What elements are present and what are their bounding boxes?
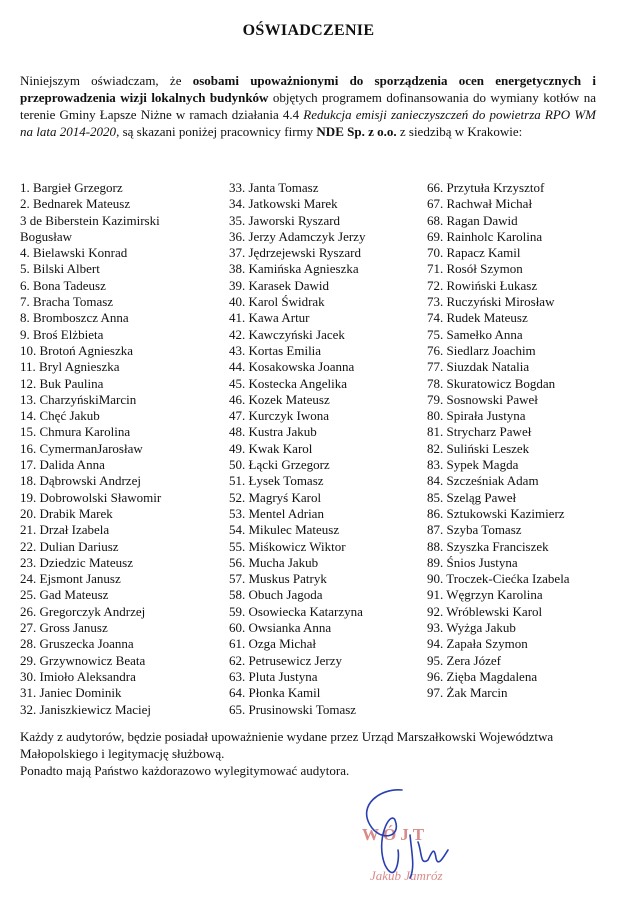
- auditor-list-item: 45. Kostecka Angelika: [229, 375, 348, 391]
- auditor-list-item: 13. CharzyńskiMarcin: [20, 391, 137, 407]
- auditor-list-item: 93. Wyżga Jakub: [427, 620, 516, 636]
- auditor-list-item: 20. Drabik Marek: [20, 505, 113, 521]
- auditor-list-item: 40. Karol Świdrak: [229, 294, 325, 310]
- auditor-list-item: 2. Bednarek Mateusz: [20, 196, 131, 212]
- auditor-list-column-3: [427, 180, 612, 702]
- auditor-list-item: 21. Drzał Izabela: [20, 522, 110, 538]
- auditor-list-item: 70. Rapacz Kamil: [427, 245, 521, 261]
- auditor-list-column-1: [20, 180, 220, 718]
- auditor-list-item: 97. Żak Marcin: [427, 685, 508, 701]
- auditor-list-item: 85. Szeląg Paweł: [427, 489, 517, 505]
- auditor-list-item: 67. Rachwał Michał: [427, 196, 533, 212]
- intro-company: NDE Sp. z o.o.: [316, 124, 397, 139]
- auditor-list-item: 56. Mucha Jakub: [229, 554, 319, 570]
- document-title: OŚWIADCZENIE: [242, 22, 375, 39]
- auditor-list-item: 62. Petrusewicz Jerzy: [229, 652, 342, 668]
- auditor-list-item: 43. Kortas Emilia: [229, 342, 322, 358]
- auditor-list-item: 95. Zera Józef: [427, 652, 501, 668]
- auditor-list-item: 32. Janiszkiewicz Maciej: [20, 701, 152, 717]
- auditor-list-item: 76. Siedlarz Joachim: [427, 342, 536, 358]
- auditor-list-item: 58. Obuch Jagoda: [229, 587, 323, 603]
- auditor-list-item: 14. Chęć Jakub: [20, 408, 100, 424]
- auditor-list-item: 59. Osowiecka Katarzyna: [229, 603, 363, 619]
- auditor-list-item: 22. Dulian Dariusz: [20, 538, 119, 554]
- auditor-list-item: 53. Mentel Adrian: [229, 505, 324, 521]
- intro-text-1: Niniejszym oświadczam, że: [20, 73, 193, 88]
- auditor-list-item: 81. Strycharz Paweł: [427, 424, 532, 440]
- auditor-list-item: 6. Bona Tadeusz: [20, 277, 106, 293]
- auditor-list-item: 12. Buk Paulina: [20, 375, 104, 391]
- auditor-list-item: 90. Troczek-Ciećka Izabela: [427, 571, 570, 587]
- auditor-list-item: 86. Sztukowski Kazimierz: [427, 505, 565, 521]
- auditor-list-item: 27. Gross Janusz: [20, 620, 108, 636]
- auditor-list-item: 38. Kamińska Agnieszka: [229, 261, 359, 277]
- auditor-list-item: 35. Jaworski Ryszard: [229, 212, 341, 228]
- auditor-list-item: 37. Jędrzejewski Ryszard: [229, 245, 361, 261]
- auditor-list-item: 31. Janiec Dominik: [20, 685, 122, 701]
- intro-paragraph: [20, 72, 596, 140]
- auditor-list-item: 94. Zapała Szymon: [427, 636, 528, 652]
- auditor-list-item: 24. Ejsmont Janusz: [20, 571, 121, 587]
- auditor-list-item: 60. Owsianka Anna: [229, 620, 332, 636]
- intro-italic: Redukcja emisji zanieczyszczeń do powietrza RPO WM na lata 2014-2020: [20, 107, 596, 139]
- auditor-list-item: 66. Przytuła Krzysztof: [427, 180, 545, 195]
- auditor-list-item: 75. Samełko Anna: [427, 326, 523, 342]
- auditor-list-item: 72. Rowiński Łukasz: [427, 277, 538, 293]
- auditor-list-item: 7. Bracha Tomasz: [20, 294, 114, 310]
- auditor-list-item: 96. Zięba Magdalena: [427, 668, 538, 684]
- auditor-list-item: 10. Brotoń Agnieszka: [20, 342, 134, 358]
- auditor-list-item: 83. Sypek Magda: [427, 457, 519, 473]
- auditor-list-item: 78. Skuratowicz Bogdan: [427, 375, 556, 391]
- intro-bold-1: osobami upoważnionymi do sporządzenia ocen energetycznych i przeprowadzenia wizji lokalnych budynków: [20, 73, 596, 105]
- auditor-list-item: 77. Siuzdak Natalia: [427, 359, 530, 375]
- auditor-list-item: 39. Karasek Dawid: [229, 277, 329, 293]
- auditor-list-item: 73. Ruczyński Mirosław: [427, 294, 555, 310]
- auditor-list-item: 26. Gregorczyk Andrzej: [20, 603, 146, 619]
- auditor-list-item: 88. Szyszka Franciszek: [427, 538, 549, 554]
- auditor-list-item: 42. Kawczyński Jacek: [229, 326, 345, 342]
- auditor-list-item: 49. Kwak Karol: [229, 440, 313, 456]
- auditor-list-item: 48. Kustra Jakub: [229, 424, 317, 440]
- auditor-list-item: 15. Chmura Karolina: [20, 424, 131, 440]
- auditor-list-item: 52. Magryś Karol: [229, 489, 322, 505]
- auditor-list-item: 54. Mikulec Mateusz: [229, 522, 340, 538]
- auditor-list-item: 25. Gad Mateusz: [20, 587, 109, 603]
- auditor-list-item: 84. Szcześniak Adam: [427, 473, 539, 489]
- auditor-list-item: 55. Miśkowicz Wiktor: [229, 538, 346, 554]
- auditor-list-item: 89. Śnios Justyna: [427, 554, 518, 570]
- auditor-list-item: 34. Jatkowski Marek: [229, 196, 338, 212]
- auditor-list-item: 51. Łysek Tomasz: [229, 473, 324, 489]
- signature-stamp-graphic: [340, 780, 480, 900]
- auditor-list-item: 47. Kurczyk Iwona: [229, 408, 329, 424]
- intro-text-3: , są skazani poniżej pracownicy firmy: [116, 124, 317, 139]
- auditor-list-item: 8. Bromboszcz Anna: [20, 310, 129, 326]
- auditor-list-item: Bogusław: [20, 228, 72, 244]
- auditor-list-item: 19. Dobrowolski Sławomir: [20, 489, 162, 505]
- stamp-name: Jakub Jamróz: [370, 868, 443, 883]
- footer-notes: [20, 728, 600, 779]
- footer-line-1: Każdy z audytorów, będzie posiadał upoważnienie wydane przez Urząd Marszałkowski Województwa Małopolskiego i legitymację służbową.: [20, 729, 554, 761]
- auditor-list-item: 9. Broś Elżbieta: [20, 326, 104, 342]
- signature-stamp: [340, 780, 480, 900]
- auditor-list-item: 29. Grzywnowicz Beata: [20, 652, 146, 668]
- stamp-heading: WÓJT: [362, 825, 429, 844]
- auditor-list-item: 79. Sosnowski Paweł: [427, 391, 538, 407]
- auditor-list-item: 44. Kosakowska Joanna: [229, 359, 355, 375]
- auditor-list-column-2: [229, 180, 419, 718]
- auditor-list-item: 64. Płonka Kamil: [229, 685, 321, 701]
- auditor-list-item: 87. Szyba Tomasz: [427, 522, 522, 538]
- intro-text-2: objętych programem dofinansowania do wymiany kotłów na terenie Gminy Łapsze Niżne w ramach działania 4.4: [20, 90, 596, 122]
- auditor-list-item: 30. Imioło Aleksandra: [20, 668, 136, 684]
- auditor-list-item: 57. Muskus Patryk: [229, 571, 327, 587]
- auditor-list-item: 71. Rosół Szymon: [427, 261, 523, 277]
- intro-text-4: z siedzibą w Krakowie:: [396, 124, 523, 139]
- auditor-list-item: 1. Bargieł Grzegorz: [20, 180, 123, 195]
- auditor-list-item: 41. Kawa Artur: [229, 310, 310, 326]
- footer-line-2: Ponadto mają Państwo każdorazowo wylegitymować audytora.: [20, 763, 350, 778]
- auditor-list-item: 63. Pluta Justyna: [229, 668, 318, 684]
- auditor-list-item: 28. Gruszecka Joanna: [20, 636, 134, 652]
- auditor-list-item: 16. CymermanJarosław: [20, 440, 143, 456]
- auditor-list-item: 4. Bielawski Konrad: [20, 245, 128, 261]
- auditor-list-item: 80. Spirała Justyna: [427, 408, 526, 424]
- auditor-list-item: 33. Janta Tomasz: [229, 180, 319, 195]
- auditor-list-item: 50. Łącki Grzegorz: [229, 457, 330, 473]
- auditor-list-item: 69. Rainholc Karolina: [427, 228, 543, 244]
- auditor-list-item: 46. Kozek Mateusz: [229, 391, 330, 407]
- auditor-list-item: 61. Ozga Michał: [229, 636, 317, 652]
- auditor-list-item: 23. Dziedzic Mateusz: [20, 554, 133, 570]
- auditor-list-item: 3 de Biberstein Kazimirski: [20, 212, 160, 228]
- auditor-list-item: 65. Prusinowski Tomasz: [229, 701, 357, 717]
- auditor-list-item: 36. Jerzy Adamczyk Jerzy: [229, 228, 366, 244]
- auditor-list-item: 92. Wróblewski Karol: [427, 603, 543, 619]
- auditor-list-item: 11. Bryl Agnieszka: [20, 359, 120, 375]
- auditor-list-item: 82. Suliński Leszek: [427, 440, 530, 456]
- auditor-list-item: 91. Węgrzyn Karolina: [427, 587, 543, 603]
- auditor-list-item: 5. Bilski Albert: [20, 261, 100, 277]
- auditor-list-item: 17. Dalida Anna: [20, 457, 105, 473]
- auditor-list-item: 18. Dąbrowski Andrzej: [20, 473, 141, 489]
- auditor-list-item: 74. Rudek Mateusz: [427, 310, 528, 326]
- auditor-list-item: 68. Ragan Dawid: [427, 212, 518, 228]
